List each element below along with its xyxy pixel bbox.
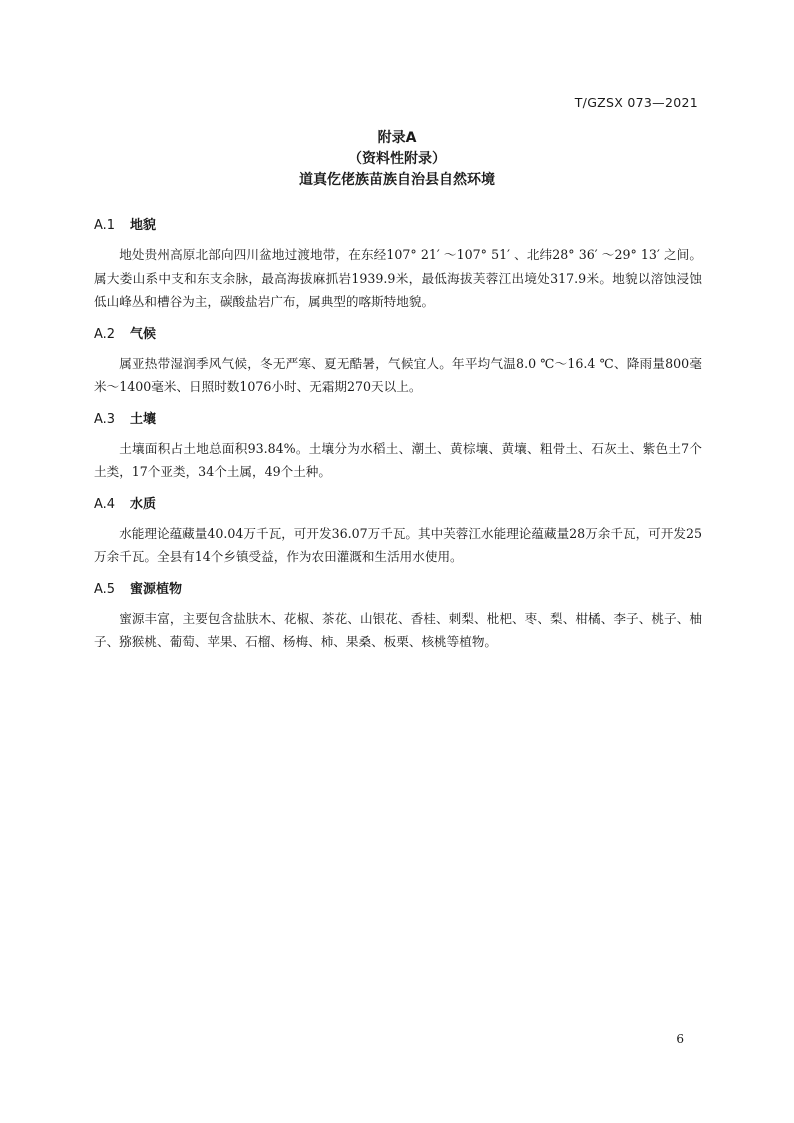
section-landform (94, 215, 702, 314)
section-paragraph: 土壤面积占土地总面积93.84%。土壤分为水稻土、潮土、黄棕壤、黄壤、粗骨土、石灰土、紫色土7个土类，17个亚类，34个土属，49个土种。 (94, 440, 702, 479)
section-title: 地貌 (130, 218, 157, 233)
section-paragraph: 水能理论蕴藏量40.04万千瓦，可开发36.07万千瓦。其中芙蓉江水能理论蕴藏量28万余千瓦，可开发25万余千瓦。全县有14个乡镇受益，作为农田灌溉和生活用水使用。 (94, 525, 702, 564)
section-number: A.5 (94, 581, 116, 597)
section-heading (94, 409, 702, 431)
appendix-label: 附录A (377, 130, 417, 146)
appendix-heading (0, 128, 794, 191)
section-number: A.1 (94, 218, 116, 233)
section-water (94, 494, 702, 569)
section-heading (94, 215, 702, 237)
section-heading (94, 324, 702, 346)
section-number: A.2 (94, 326, 116, 342)
section-title: 水质 (130, 496, 157, 512)
section-title: 蜜源植物 (130, 581, 183, 597)
section-number: A.3 (94, 411, 116, 427)
page-number: 6 (676, 1032, 684, 1046)
section-paragraph: 蜜源丰富，主要包含盐肤木、花椒、茶花、山银花、香桂、刺梨、枇杷、枣、梨、柑橘、李子、桃子、柚子、猕猴桃、葡萄、苹果、石榴、杨梅、柿、果桑、板栗、核桃等植物。 (94, 610, 702, 649)
document-code: T/GZSX 073—2021 (574, 95, 698, 110)
section-heading (94, 494, 702, 516)
section-paragraph: 属亚热带湿润季风气候，冬无严寒、夏无酷暑，气候宜人。年平均气温8.0 ℃～16.4 ℃、降雨量800毫米～1400毫米、日照时数1076小时、无霜期270天以上。 (94, 355, 702, 394)
section-paragraph: 地处贵州高原北部向四川盆地过渡地带，在东经107° 21′ ～107° 51′ 、北纬28° 36′ ～29° 13′ 之间。属大娄山系中支和东支余脉，最高海拔麻抓岩1939.9米，最低海拔芙蓉江出境处317.9米。地貌以溶蚀浸蚀低山峰丛和槽谷为主，碳酸盐岩广布，属典型的喀斯特地貌。 (94, 247, 702, 309)
appendix-type: （资料性附录） (348, 151, 446, 167)
section-number: A.4 (94, 496, 116, 512)
section-title: 土壤 (130, 411, 157, 427)
document-body (94, 215, 702, 664)
section-nectar-plants (94, 579, 702, 654)
section-heading (94, 579, 702, 601)
appendix-title: 道真仡佬族苗族自治县自然环境 (299, 172, 495, 188)
section-soil (94, 409, 702, 484)
section-title: 气候 (130, 326, 157, 342)
section-climate (94, 324, 702, 399)
